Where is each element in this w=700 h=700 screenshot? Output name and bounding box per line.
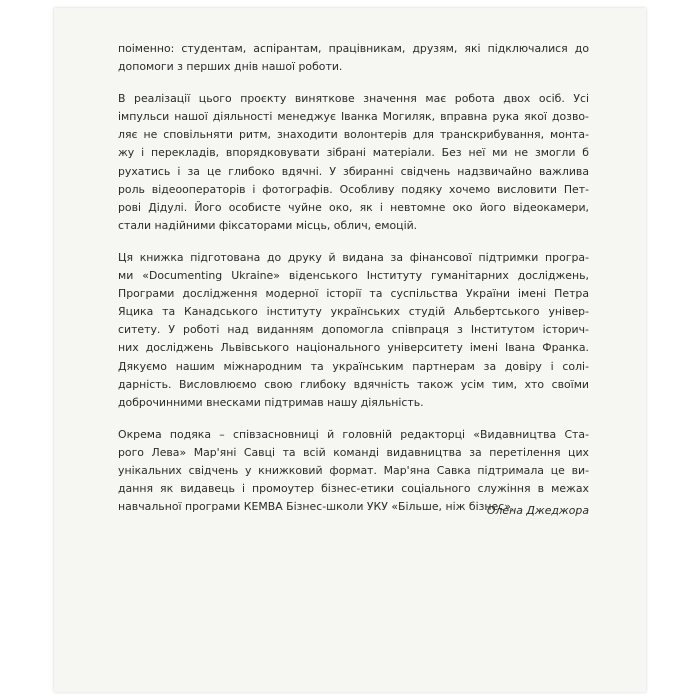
author-signature: Олена Джеджора xyxy=(486,504,589,517)
text-line: Дякуємо нашим міжнародним та українським партнерам за довіру і солі- xyxy=(118,359,589,373)
text-line: стали надійними фіксаторами місць, облич, емоцій. xyxy=(118,218,418,232)
text-line: рові Дідулі. Його особисте чуйне око, як і невтомне око його відеокамери, xyxy=(118,200,589,214)
text-line: унікальних свідчень у книжковий формат. Мар'яна Савка підтримала це ви- xyxy=(118,463,589,477)
text-line: рого Лева» Мар'яні Савці та всій команді видавництва за перетілення цих xyxy=(118,445,589,459)
text-line: навчальної програми КЕМВА Бізнес-школи УКУ «Більше, ніж бізнес». xyxy=(118,500,515,514)
text-line: жу і перекладів, впорядковувати зібрані матеріали. Без неї ми не змогли б xyxy=(118,146,589,160)
text-line: Програми дослідження модерної історії та суспільства України імені Петра xyxy=(118,287,589,301)
text-line: Ця книжка підготована до друку й видана за фінансової підтримки програ- xyxy=(118,250,589,264)
text-line: ми «Documenting Ukraine» віденського Інституту гуманітарних досліджень, xyxy=(118,269,589,283)
text-line: допомоги з перших днів нашої роботи. xyxy=(118,60,343,74)
book-page xyxy=(54,8,646,692)
text-line: дарність. Висловлюємо свою глибоку вдячність також усім тим, хто своїми xyxy=(118,377,589,391)
text-line: ляє не сповільняти ритм, знаходити волонтерів для транскрибування, монта- xyxy=(118,128,589,142)
paragraph-4 xyxy=(118,426,589,516)
text-line: Яцика та Канадського інституту українських студій Альбертського універ- xyxy=(118,305,589,319)
text-line: дання як видавець і промоутер бізнес-етики соціального служіння в межах xyxy=(118,482,589,496)
text-line: Окрема подяка – співзасновниці й головній редакторці «Видавництва Ста- xyxy=(118,427,589,441)
text-line: роль відеооператорів і фотографів. Особливу подяку хочемо висловити Пет- xyxy=(118,182,589,196)
text-line: ситету. У роботі над виданням допомогла співпраця з Інститутом історич- xyxy=(118,323,589,337)
text-line: В реалізації цього проєкту виняткове значення має робота двох осіб. Усі xyxy=(118,92,589,106)
text-line: них досліджень Львівського національного університету імені Івана Франка. xyxy=(118,341,589,355)
paragraph-1 xyxy=(118,40,589,76)
text-line: імпульси нашої діяльності менеджує Іванка Могиляк, вправна рука якої дозво- xyxy=(118,110,589,124)
paragraph-3 xyxy=(118,249,589,412)
page-body-text xyxy=(118,40,589,516)
text-line: рухатись і за це глибоко вдячні. У збиранні свідчень надзвичайно важлива xyxy=(118,164,589,178)
text-line: доброчинними внесками підтримав нашу діяльність. xyxy=(118,395,424,409)
text-line: поіменно: студентам, аспірантам, працівникам, друзям, які підключалися до xyxy=(118,42,589,55)
paragraph-2 xyxy=(118,90,589,235)
